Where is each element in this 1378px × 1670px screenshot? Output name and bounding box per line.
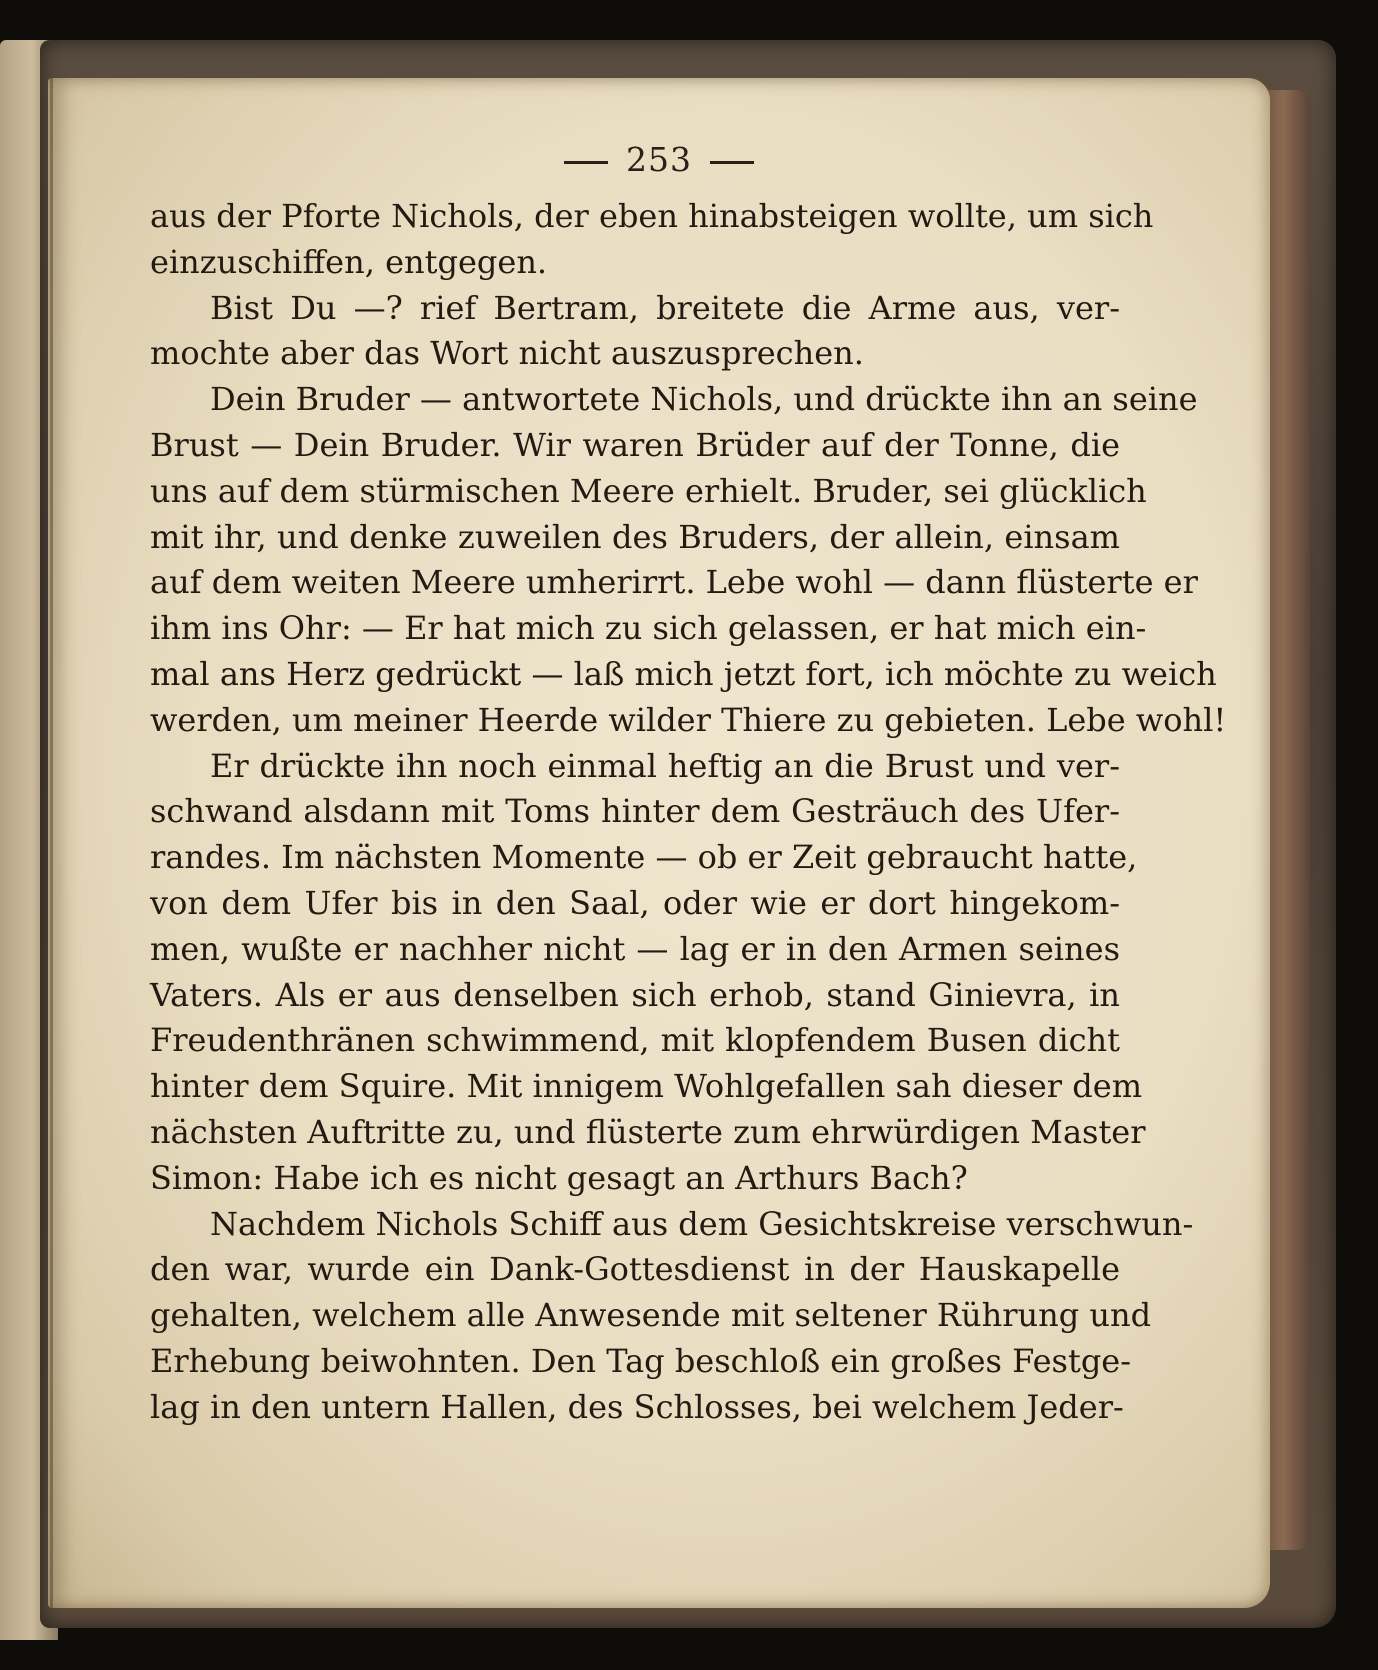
text-line: Dein Bruder — antwortete Nichols, und drückte ihn an seine [210,380,1198,419]
text-line: uns auf dem stürmischen Meere erhielt. Bruder, sei glücklich [150,471,1147,510]
text-line: von dem Ufer bis in den Saal, oder wie er dort hingekom- [150,883,1120,922]
text-line: mal ans Herz gedrückt — laß mich jetzt fort, ich möchte zu weich [150,654,1217,693]
text-line: einzuschiffen, entgegen. [150,242,548,281]
text-line: lag in den untern Hallen, des Schlosses, bei welchem Jeder- [150,1387,1124,1426]
text-line: mochte aber das Wort nicht auszusprechen. [150,334,864,373]
folio-dash-right [710,161,754,164]
text-line: Brust — Dein Bruder. Wir waren Brüder auf der Tonne, die [150,425,1120,464]
text-line: mit ihr, und denke zuweilen des Bruders, der allein, einsam [150,517,1120,556]
text-line: Vaters. Als er aus denselben sich erhob, stand Ginievra, in [150,975,1120,1014]
text-line: Freudenthränen schwimmend, mit klopfendem Busen dicht [150,1021,1120,1060]
text-line: auf dem weiten Meere umherirrt. Lebe wohl — dann flüsterte er [150,563,1198,602]
text-line: aus der Pforte Nichols, der eben hinabsteigen wollte, um sich [150,197,1154,235]
text-line: hinter dem Squire. Mit innigem Wohlgefallen sah dieser dem [150,1067,1143,1106]
text-line: gehalten, welchem alle Anwesende mit seltener Rührung und [150,1296,1152,1335]
text-line: werden, um meiner Heerde wilder Thiere zu gebieten. Lebe wohl! [150,700,1227,739]
text-line: den war, wurde ein Dank-Gottesdienst in der Hauskapelle [150,1250,1120,1289]
book-page [48,78,1270,1608]
gutter [50,78,53,1608]
text-line: Simon: Habe ich es nicht gesagt an Arthurs Bach? [150,1158,968,1197]
text-line: Er drückte ihn noch einmal heftig an die Brust und ver- [210,746,1120,785]
text-line: ihm ins Ohr: — Er hat mich zu sich gelassen, er hat mich ein- [150,609,1147,648]
text-line: Nachdem Nichols Schiff aus dem Gesichtskreise verschwun- [210,1204,1194,1243]
body-text [150,194,1227,1431]
page-number [48,140,1270,179]
text-line: schwand alsdann mit Toms hinter dem Gesträuch des Ufer- [150,792,1120,831]
text-line: nächsten Auftritte zu, und flüsterte zum ehrwürdigen Master [150,1112,1146,1151]
page-number-value: 253 [626,140,692,179]
folio-dash-left [564,161,608,164]
text-line: Erhebung beiwohnten. Den Tag beschloß ein großes Festge- [150,1341,1132,1380]
text-line: men, wußte er nachher nicht — lag er in den Armen seines [150,929,1120,968]
text-line: Bist Du —? rief Bertram, breitete die Arme aus, ver- [210,288,1120,327]
text-line: randes. Im nächsten Momente — ob er Zeit gebraucht hatte, [150,838,1138,877]
